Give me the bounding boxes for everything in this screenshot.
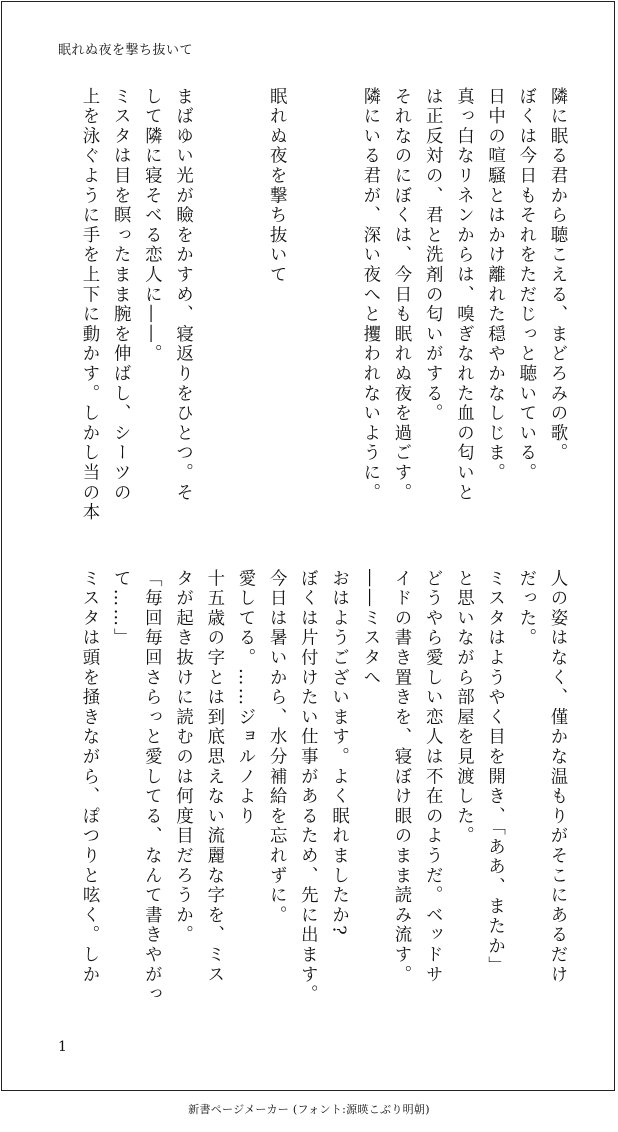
upper-text-column (48, 87, 572, 527)
page-frame (1, 1, 615, 1091)
text-line: 「毎回毎回さらっと愛してる、なんて書きやがっ (141, 569, 162, 1005)
text-line: と思いながら部屋を見渡した。 (453, 569, 474, 847)
text-line: 人の姿はなく、僅かな温もりがそこにあるだけ (547, 569, 567, 985)
text-line: ミスタはようやく目を開き、「ああ、またか」 (484, 569, 505, 977)
text-line: 上を泳ぐように手を上下に動かす。しかし当の本 (78, 87, 99, 523)
text-line: おはようございます。よく眠れましたか? (328, 569, 349, 938)
text-line: 十五歳の字とは到底思えない流麗な字を、ミス (203, 569, 224, 985)
text-line: 真っ白なリネンからは、嗅ぎなれた血の匂いと (453, 87, 474, 503)
text-line: ぼくは片付けたい仕事があるため、先に出ます。 (297, 569, 318, 1005)
text-line: タが起き抜けに読むのは何度目だろうか。 (172, 569, 193, 946)
text-line: て……」 (110, 569, 131, 649)
footer-credit: 新書ページメーカー (フォント:源暎こぶり明朝) (188, 1103, 430, 1116)
text-line: ミスタは頭を掻きながら、ぽつりと呟く。しか (78, 569, 99, 985)
text-line: それなのにぼくは、今日も眠れぬ夜を過ごす。 (390, 87, 411, 503)
text-line: ぼくは今日もそれをただじっと聴いている。 (515, 87, 536, 483)
text-line: して隣に寝そべる恋人に――。 (141, 87, 162, 365)
running-header: 眠れぬ夜を撃ち抜いて (58, 43, 194, 58)
text-line: 隣に眠る君から聴こえる、まどろみの歌。 (547, 87, 567, 464)
text-line: 愛してる。……ジョルノより (234, 569, 255, 827)
text-line: ミスタは目を瞑ったまま腕を伸ばし、シーツの (110, 87, 131, 503)
text-line: 隣にいる君が、深い夜へと攫われないように。 (359, 87, 380, 503)
text-line: どうやら愛しい恋人は不在のようだ。ベッドサ (422, 569, 443, 985)
text-line: は正反対の、君と洗剤の匂いがする。 (422, 87, 443, 424)
lower-text-column (48, 569, 572, 1009)
text-line: 今日は暑いから、水分補給を忘れずに。 (266, 569, 287, 926)
text-line: イドの書き置きを、寝ぼけ眼のまま読み流す。 (390, 569, 411, 985)
chapter-title: 眠れぬ夜を撃ち抜いて (266, 87, 287, 285)
page-number: 1 (58, 1039, 67, 1055)
text-line: だった。 (515, 569, 536, 649)
text-line: ――ミスタへ (359, 569, 380, 688)
text-line: 日中の喧騒とはかけ離れた穏やかなしじま。 (484, 87, 505, 483)
text-line: まばゆい光が瞼をかすめ、寝返りをひとつ。そ (172, 87, 193, 503)
